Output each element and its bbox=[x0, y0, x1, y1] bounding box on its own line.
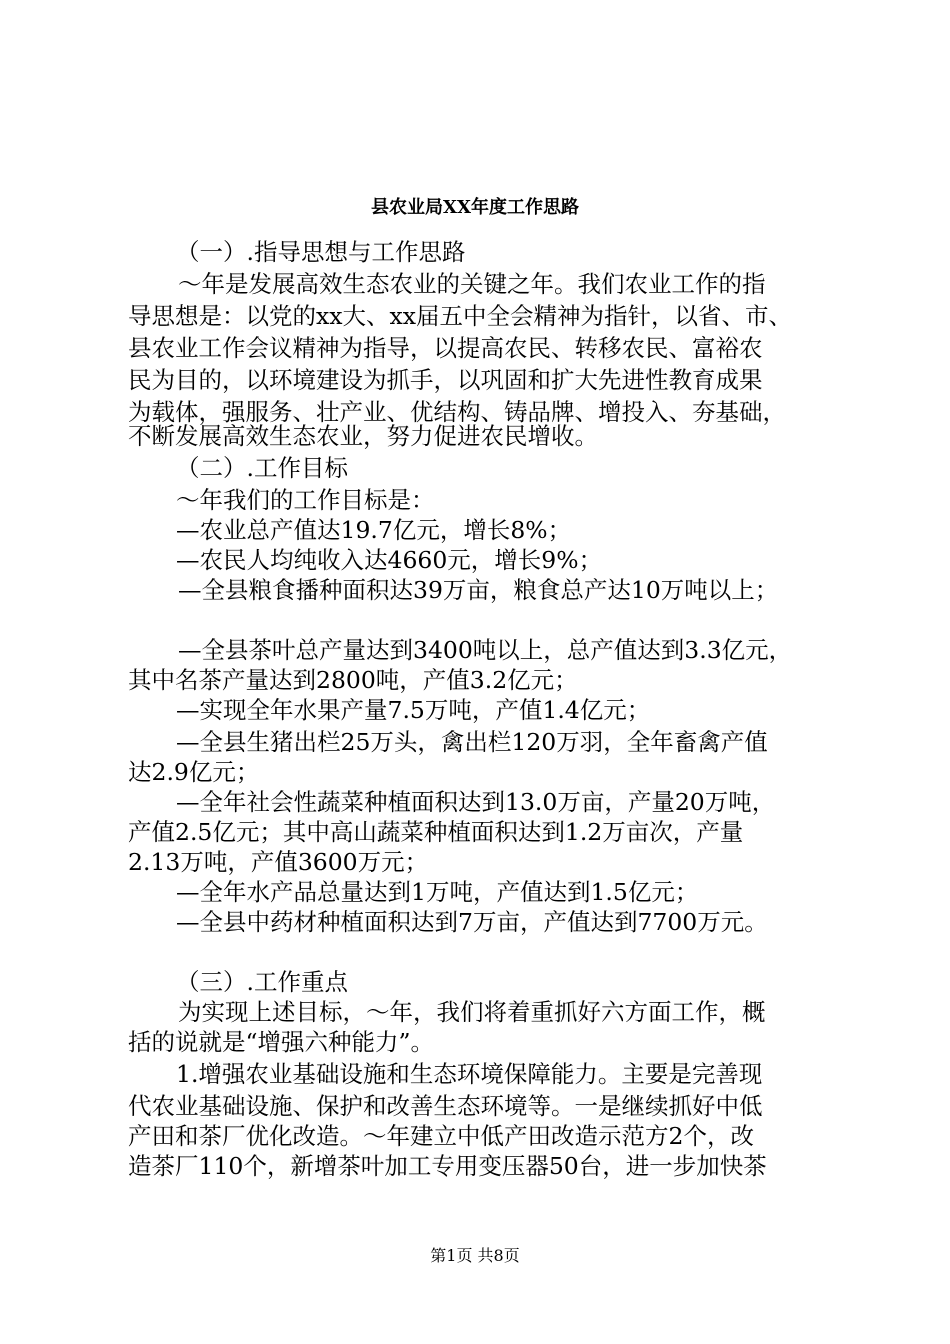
paragraph-line: 民为目的，以环境建设为抓手，以巩固和扩大先进性教育成果 bbox=[128, 366, 763, 394]
target-item-continuation: 产值2.5亿元；其中高山蔬菜种植面积达到1.2万亩次，产量 bbox=[128, 818, 744, 846]
target-item: —农业总产值达19.7亿元，增长8%； bbox=[176, 516, 572, 544]
target-item-continuation: 达2.9亿元； bbox=[128, 758, 260, 786]
target-item: —全县粮食播种面积达39万亩，粮食总产达10万吨以上； bbox=[178, 576, 779, 604]
section-heading-2: （二）.工作目标 bbox=[176, 454, 348, 482]
target-item: —全县生猪出栏25万头，禽出栏120万羽，全年畜禽产值 bbox=[176, 728, 768, 756]
paragraph-line: 为载体，强服务、壮产业、优结构、铸品牌、增投入、夯基础， bbox=[128, 398, 786, 426]
paragraph-line: ～年我们的工作目标是： bbox=[176, 486, 435, 514]
paragraph-line: 产田和茶厂优化改造。～年建立中低产田改造示范方2个，改 bbox=[128, 1122, 754, 1150]
paragraph-line: 1.增强农业基础设施和生态环境保障能力。主要是完善现 bbox=[176, 1060, 763, 1088]
paragraph-line: 不断发展高效生态农业，努力促进农民增收。 bbox=[128, 422, 598, 450]
paragraph-line: 代农业基础设施、保护和改善生态环境等。一是继续抓好中低 bbox=[128, 1092, 763, 1120]
target-item: —全县中药材种植面积达到7万亩，产值达到7700万元。 bbox=[176, 908, 768, 936]
paragraph-line: 括的说就是“增强六种能力”。 bbox=[128, 1028, 435, 1056]
paragraph-line: 为实现上述目标，～年，我们将着重抓好六方面工作，概 bbox=[178, 998, 766, 1026]
target-item: —全年水产品总量达到1万吨，产值达到1.5亿元； bbox=[176, 878, 699, 906]
target-item: —实现全年水果产量7.5万吨，产值1.4亿元； bbox=[176, 696, 651, 724]
target-item-continuation: 其中名茶产量达到2800吨，产值3.2亿元； bbox=[128, 666, 578, 694]
target-item: —全年社会性蔬菜种植面积达到13.0万亩，产量20万吨， bbox=[176, 788, 776, 816]
target-item: —全县茶叶总产量达到3400吨以上，总产值达到3.3亿元， bbox=[178, 636, 793, 664]
page-number-footer: 第1页 共8页 bbox=[430, 1246, 520, 1265]
paragraph-line: 导思想是：以党的xx大、xx届五中全会精神为指针，以省、市、 bbox=[128, 302, 793, 330]
document-title: 县农业局XX年度工作思路 bbox=[371, 197, 579, 218]
target-item-continuation: 2.13万吨，产值3600万元； bbox=[128, 848, 429, 876]
paragraph-line: ～年是发展高效生态农业的关键之年。我们农业工作的指 bbox=[178, 270, 766, 298]
section-heading-1: （一）.指导思想与工作思路 bbox=[176, 238, 466, 266]
paragraph-line: 县农业工作会议精神为指导，以提高农民、转移农民、富裕农 bbox=[128, 334, 763, 362]
section-heading-3: （三）.工作重点 bbox=[176, 968, 348, 996]
paragraph-line: 造茶厂110个，新增茶叶加工专用变压器50台，进一步加快茶 bbox=[128, 1152, 767, 1180]
target-item: —农民人均纯收入达4660元，增长9%； bbox=[176, 546, 603, 574]
